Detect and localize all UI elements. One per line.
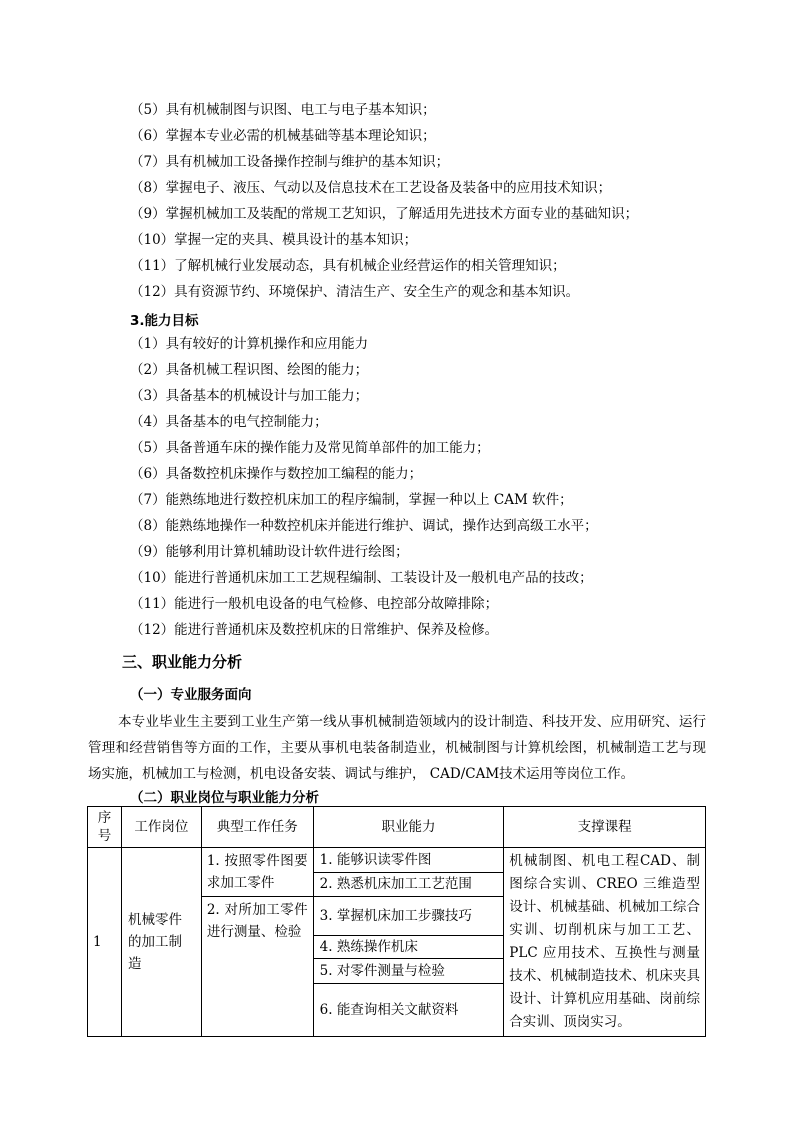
cell-position: 机械零件的加工制造: [121, 848, 201, 1037]
ability-item: （9）能够利用计算机辅助设计软件进行绘图；: [130, 544, 409, 560]
cell-capability: 2. 熟悉机床加工工艺范围: [313, 872, 504, 897]
ability-item: （12）能进行普通机床及数控机床的日常维护、保养及检修。: [130, 622, 499, 638]
knowledge-item: （12）具有资源节约、环境保护、清洁生产、安全生产的观念和基本知识。: [130, 284, 580, 300]
section-heading: 三、职业能力分析: [122, 653, 243, 671]
subsection-heading-positions: （二）职业岗位与职业能力分析: [130, 790, 319, 806]
cell-capability: 1. 能够识读零件图: [313, 848, 504, 873]
header-capability: 职业能力: [313, 807, 504, 848]
table-row: [88, 848, 706, 873]
ability-item: （10）能进行普通机床加工工艺规程编制、工装设计及一般机电产品的技改；: [130, 570, 593, 586]
knowledge-item: （11）了解机械行业发展动态，具有机械企业经营运作的相关管理知识；: [130, 258, 566, 274]
ability-item: （11）能进行一般机电设备的电气检修、电控部分故障排除；: [130, 596, 499, 612]
cell-task-1: 1. 按照零件图要求加工零件: [201, 848, 313, 897]
header-task: 典型工作任务: [201, 807, 313, 848]
ability-item: （7）能熟练地进行数控机床加工的程序编制，掌握一种以上 CAM 软件；: [130, 492, 573, 508]
subsection-heading-service: （一）专业服务面向: [130, 687, 252, 703]
knowledge-item: （7）具有机械加工设备操作控制与维护的基本知识；: [130, 154, 450, 170]
ability-item: （3）具备基本的机械设计与加工能力；: [130, 388, 369, 404]
ability-item: （5）具备普通车床的操作能力及常见简单部件的加工能力；: [130, 440, 490, 456]
knowledge-item: （5）具有机械制图与识图、电工与电子基本知识；: [130, 102, 436, 118]
ability-item: （1）具有较好的计算机操作和应用能力: [130, 336, 369, 352]
ability-item: （2）具备机械工程识图、绘图的能力；: [130, 362, 369, 378]
table-header-row: [88, 807, 706, 848]
knowledge-item: （9）掌握机械加工及装配的常规工艺知识，了解适用先进技术方面专业的基础知识；: [130, 206, 639, 222]
ability-item: （4）具备基本的电气控制能力；: [130, 414, 328, 430]
knowledge-item: （10）掌握一定的夹具、模具设计的基本知识；: [130, 232, 418, 248]
ability-item: （6）具备数控机床操作与数控加工编程的能力；: [130, 466, 423, 482]
cell-courses: 机械制图、机电工程CAD、制图综合实训、CREO 三维造型设计、机械基础、机械加工综合实训、切削机床与加工工艺、PLC 应用技术、互换性与测量技术、机械制造技术、机床夹具设计、计算机应用基础、岗前综合实训、顶岗实习。: [504, 848, 706, 1037]
job-ability-table: [87, 806, 706, 1037]
cell-capability: 4. 熟练操作机床: [313, 936, 504, 959]
cell-capability: 6. 能查询相关文献资料: [313, 984, 504, 1037]
header-index: 序号: [88, 807, 122, 848]
cell-index: 1: [88, 848, 122, 1037]
service-paragraph: 本专业毕业生主要到工业生产第一线从事机械制造领域内的设计制造、科技开发、应用研究、运行管理和经营销售等方面的工作，主要从事机电装备制造业，机械制图与计算机绘图，机械制造工艺与现场实施，机械加工与检测，机电设备安装、调试与维护， CAD/CAM技术运用等岗位工作。: [88, 714, 706, 782]
ability-heading: 3.能力目标: [130, 313, 199, 329]
header-courses: 支撑课程: [504, 807, 706, 848]
cell-capability: 3. 掌握机床加工步骤技巧: [313, 897, 504, 936]
cell-capability: 5. 对零件测量与检验: [313, 959, 504, 984]
knowledge-item: （8）掌握电子、液压、气动以及信息技术在工艺设备及装备中的应用技术知识；: [130, 180, 612, 196]
knowledge-item: （6）掌握本专业必需的机械基础等基本理论知识；: [130, 128, 436, 144]
cell-task-2: 2. 对所加工零件进行测量、检验: [201, 897, 313, 1037]
header-position: 工作岗位: [121, 807, 201, 848]
ability-item: （8）能熟练地操作一种数控机床并能进行维护、调试，操作达到高级工水平；: [130, 518, 598, 534]
